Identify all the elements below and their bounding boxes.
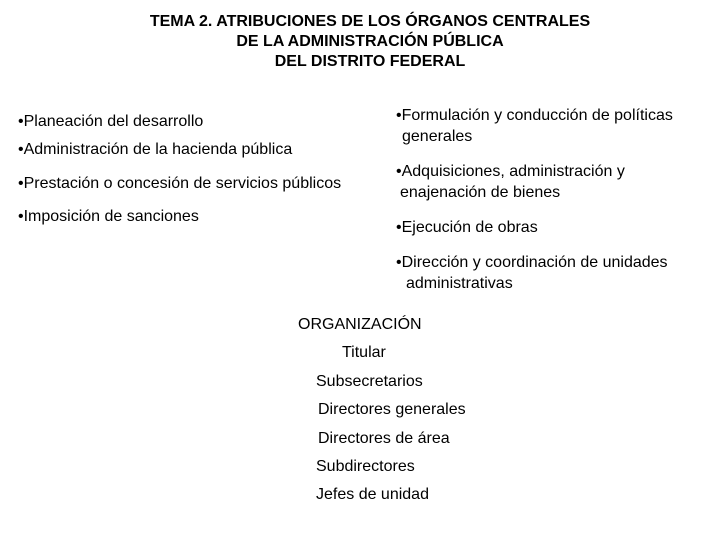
- list-item: •Adquisiciones, administración y: [396, 163, 625, 180]
- title-line-1: TEMA 2. ATRIBUCIONES DE LOS ÓRGANOS CENTRALES: [149, 13, 591, 30]
- org-level: Directores de área: [318, 430, 450, 447]
- org-level: Subsecretarios: [316, 373, 423, 390]
- page-title: [0, 12, 720, 72]
- org-level: Jefes de unidad: [316, 486, 429, 503]
- list-item: •Formulación y conducción de políticas: [396, 107, 673, 124]
- list-item: •Prestación o concesión de servicios públicos: [18, 175, 342, 192]
- title-line-3: DEL DISTRITO FEDERAL: [274, 53, 466, 70]
- list-item-continuation: administrativas: [406, 275, 513, 292]
- list-item: •Administración de la hacienda pública: [18, 141, 293, 158]
- organization-heading: ORGANIZACIÓN: [298, 316, 422, 333]
- list-item-continuation: enajenación de bienes: [400, 184, 561, 201]
- title-line-2: DE LA ADMINISTRACIÓN PÚBLICA: [236, 33, 504, 50]
- list-item: •Imposición de sanciones: [18, 208, 199, 225]
- org-level: Subdirectores: [316, 458, 415, 475]
- list-item: •Planeación del desarrollo: [18, 113, 204, 130]
- list-item-continuation: generales: [402, 128, 473, 145]
- list-item: •Ejecución de obras: [396, 219, 538, 236]
- list-item: •Dirección y coordinación de unidades: [396, 254, 668, 271]
- org-level: Directores generales: [318, 401, 466, 418]
- org-level: Titular: [342, 344, 386, 361]
